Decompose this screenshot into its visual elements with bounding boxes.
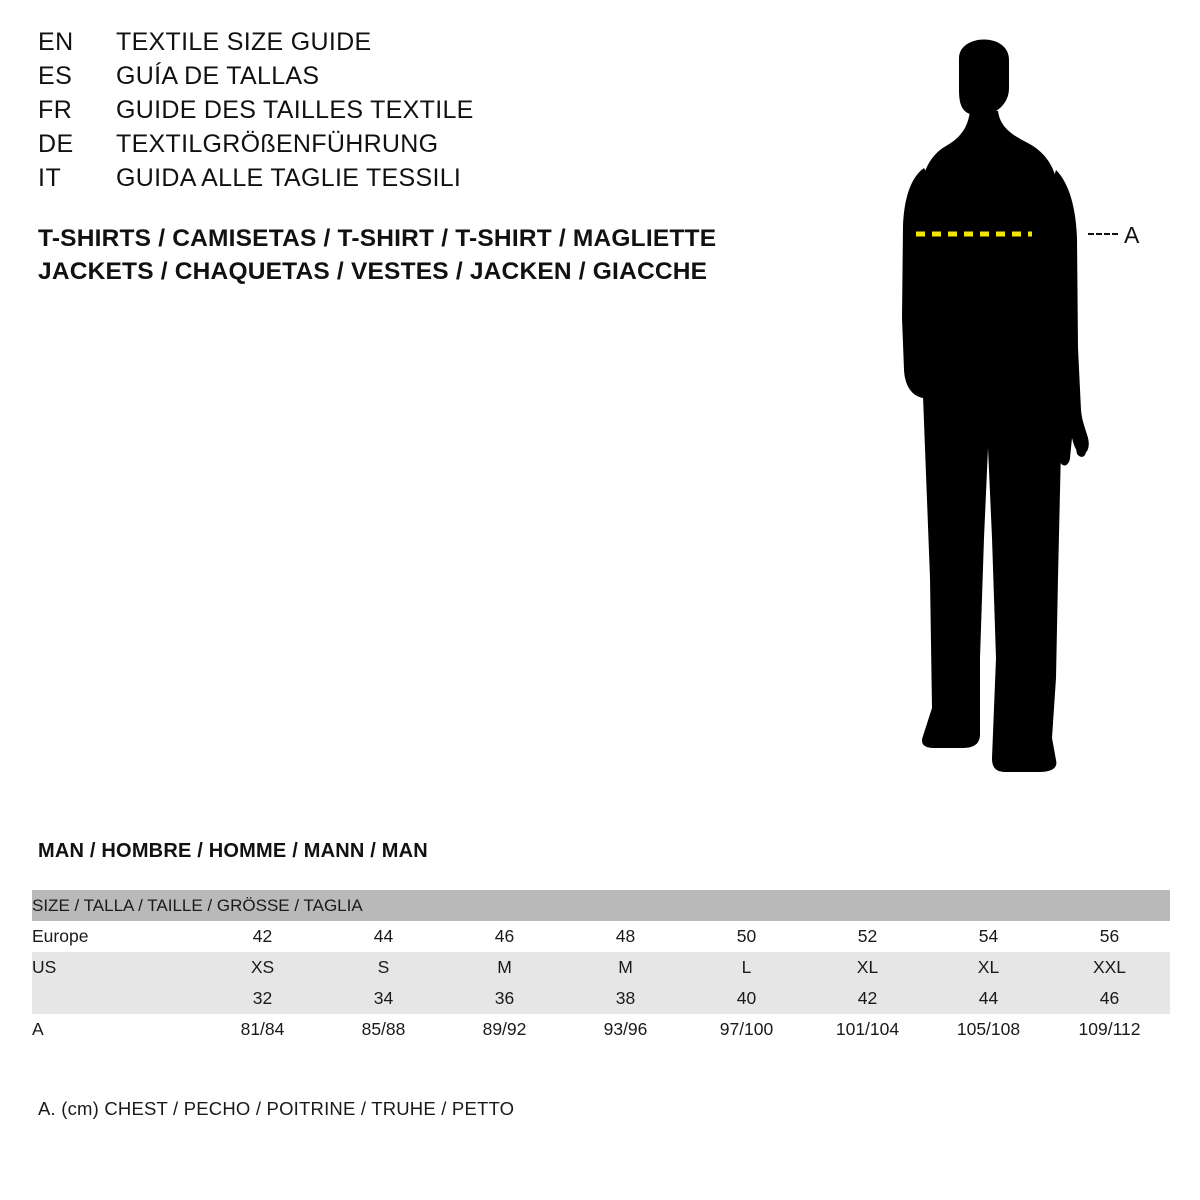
table-cell: 46 xyxy=(1099,988,1120,1008)
language-code: EN xyxy=(38,28,74,56)
language-row xyxy=(38,166,758,191)
table-row xyxy=(32,983,1170,1014)
measure-label-a: A xyxy=(1124,222,1140,248)
language-code: FR xyxy=(38,96,73,124)
table-header-row xyxy=(32,890,1170,921)
table-cell: 48 xyxy=(615,926,636,946)
table-cell: 44 xyxy=(978,988,999,1008)
table-cell: 101/104 xyxy=(835,1019,900,1039)
table-cell: XL xyxy=(977,957,1000,977)
table-cell: 34 xyxy=(373,988,394,1008)
body-figure-diagram xyxy=(820,18,1180,798)
table-footnote: A. (cm) CHEST / PECHO / POITRINE / TRUHE / PETTO xyxy=(38,1098,515,1119)
measure-leader-line xyxy=(1088,233,1118,235)
table-cell: 32 xyxy=(252,988,273,1008)
table-cell: 38 xyxy=(615,988,636,1008)
table-cell: 46 xyxy=(494,926,515,946)
table-cell: 93/96 xyxy=(603,1019,648,1039)
table-cell: 40 xyxy=(736,988,757,1008)
table-cell: 109/112 xyxy=(1078,1019,1141,1039)
table-cell: 85/88 xyxy=(361,1019,406,1039)
table-cell: 42 xyxy=(857,988,878,1008)
size-table xyxy=(32,890,1170,1045)
language-row xyxy=(38,64,758,89)
language-text: GUIDA ALLE TAGLIE TESSILI xyxy=(116,164,462,192)
language-text: TEXTILGRÖßENFÜHRUNG xyxy=(116,130,439,158)
garment-category-list xyxy=(38,222,716,288)
language-header-block xyxy=(38,30,758,200)
garment-category-line: JACKETS / CHAQUETAS / VESTES / JACKEN / GIACCHE xyxy=(38,258,708,286)
table-cell: XXL xyxy=(1092,957,1127,977)
language-code: IT xyxy=(38,164,62,192)
table-cell: S xyxy=(377,957,390,977)
table-cell: XS xyxy=(250,957,275,977)
garment-category-line: T-SHIRTS / CAMISETAS / T-SHIRT / T-SHIRT / MAGLIETTE xyxy=(38,225,717,252)
table-cell: 81/84 xyxy=(240,1019,285,1039)
table-cell: M xyxy=(497,957,512,977)
table-cell: 97/100 xyxy=(719,1019,774,1039)
table-cell: 36 xyxy=(494,988,515,1008)
table-cell: 52 xyxy=(857,926,878,946)
table-cell: 89/92 xyxy=(482,1019,527,1039)
table-cell: 44 xyxy=(373,926,394,946)
row-label xyxy=(32,983,202,1014)
table-row xyxy=(32,921,1170,952)
row-label: Europe xyxy=(32,926,89,946)
table-section-title: MAN / HOMBRE / HOMME / MANN / MAN xyxy=(38,840,428,862)
language-row xyxy=(38,30,758,55)
table-row xyxy=(32,952,1170,983)
table-cell: 56 xyxy=(1099,926,1120,946)
table-header-label: SIZE / TALLA / TAILLE / GRÖSSE / TAGLIA xyxy=(32,895,363,915)
table-cell: 105/108 xyxy=(956,1019,1021,1039)
language-row xyxy=(38,98,758,123)
male-silhouette-icon xyxy=(820,18,1180,798)
table-cell: 54 xyxy=(978,926,999,946)
table-cell: XL xyxy=(856,957,879,977)
table-cell: 50 xyxy=(736,926,757,946)
row-label: US xyxy=(32,957,57,977)
table-row xyxy=(32,1014,1170,1045)
table-cell: 42 xyxy=(252,926,273,946)
language-code: DE xyxy=(38,130,74,158)
row-label: A xyxy=(32,1019,44,1039)
table-cell: M xyxy=(618,957,633,977)
language-code: ES xyxy=(38,62,73,90)
table-cell: L xyxy=(741,957,752,977)
language-text: GUIDE DES TAILLES TEXTILE xyxy=(116,96,474,124)
language-text: TEXTILE SIZE GUIDE xyxy=(116,28,372,56)
language-text: GUÍA DE TALLAS xyxy=(116,62,320,90)
language-row xyxy=(38,132,758,157)
